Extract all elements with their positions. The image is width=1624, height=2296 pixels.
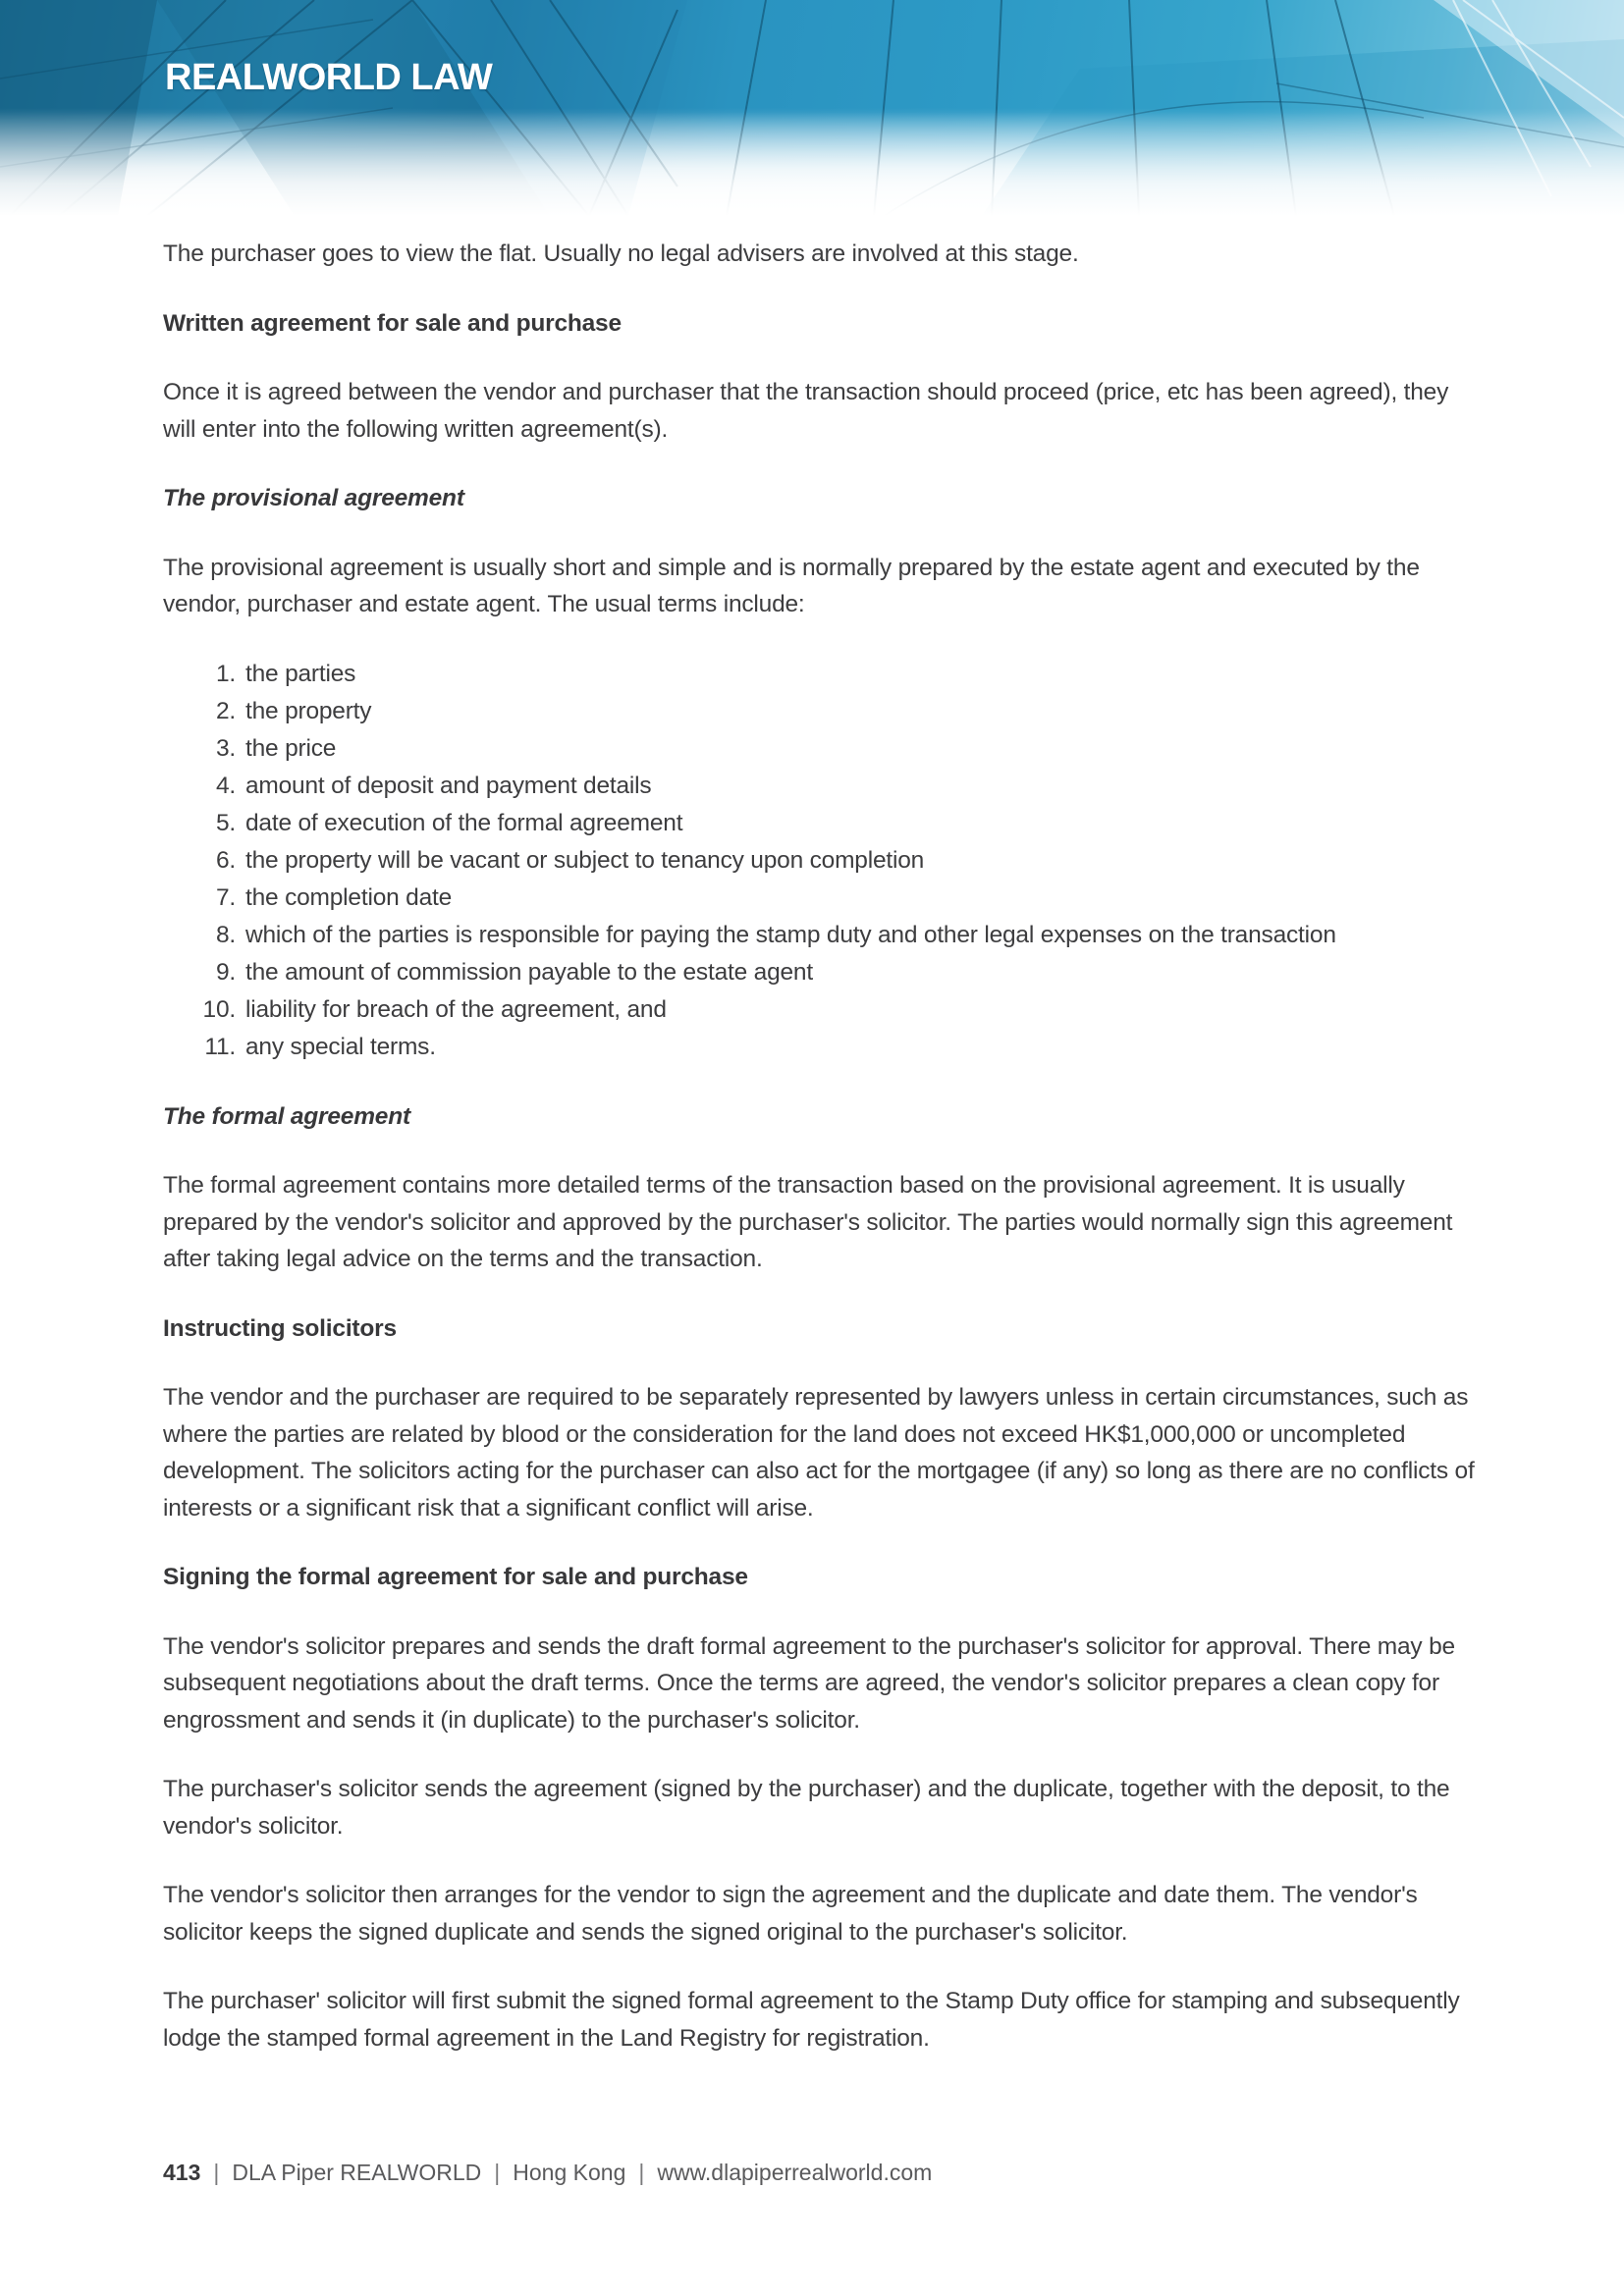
list-item (163, 880, 1479, 917)
list-item (163, 1029, 1479, 1066)
list-number: 11. (204, 1033, 236, 1060)
list-text: the price (245, 734, 337, 762)
written-agreement-paragraph: Once it is agreed between the vendor and purchaser that the transaction should proceed (price, etc has been agreed), they will enter into the following written agreement(s). (163, 379, 1449, 443)
document-body (163, 236, 1479, 2089)
signing-paragraph-1: The vendor's solicitor prepares and sends the draft formal agreement to the purchaser's solicitor for approval. There may be subsequent negotiations about the draft terms. Once the terms are agreed, the vendor's solicitor prepares a clean copy for engrossment and sends it (in duplicate) to the purchaser's solicitor. (163, 1632, 1455, 1734)
section-heading-signing: Signing the formal agreement for sale and purchase (163, 1564, 748, 1590)
list-text: any special terms. (245, 1033, 436, 1060)
instructing-solicitors-paragraph: The vendor and the purchaser are required to be separately represented by lawyers unless in certain circumstances, such as where the parties are related by blood or the consideration for the land does not exceed HK$1,000,000 or uncompleted development. The solicitors acting for the purchaser can also act for the mortgagee (if any) so long as there are no conflicts of interests or a significant risk that a significant conflict will arise. (163, 1384, 1475, 1522)
list-number: 4. (215, 772, 236, 799)
list-text: amount of deposit and payment details (245, 772, 652, 799)
footer-separator: | (494, 2160, 501, 2185)
subheading-formal-agreement: The formal agreement (163, 1102, 410, 1130)
list-number: 9. (215, 958, 236, 986)
list-number: 6. (215, 846, 236, 874)
list-number: 8. (215, 921, 236, 948)
page-number: 413 (163, 2160, 201, 2185)
signing-paragraph-2: The purchaser's solicitor sends the agreement (signed by the purchaser) and the duplicate, together with the deposit, to the vendor's solicitor. (163, 1776, 1450, 1840)
formal-agreement-paragraph: The formal agreement contains more detailed terms of the transaction based on the provisional agreement. It is usually prepared by the vendor's solicitor and approved by the purchaser's solicitor. The parties would normally sign this agreement after taking legal advice on the terms and the transaction. (163, 1172, 1453, 1272)
provisional-agreement-paragraph: The provisional agreement is usually short and simple and is normally prepared by the estate agent and executed by the vendor, purchaser and estate agent. The usual terms include: (163, 554, 1420, 617)
list-item (163, 805, 1479, 842)
list-text: date of execution of the formal agreement (245, 809, 683, 836)
list-item (163, 693, 1479, 730)
list-item (163, 730, 1479, 768)
list-number: 7. (215, 883, 236, 911)
section-heading-written-agreement: Written agreement for sale and purchase (163, 309, 622, 337)
section-heading-instructing-solicitors: Instructing solicitors (163, 1314, 397, 1342)
header-banner (0, 0, 1624, 216)
website-link[interactable]: www.dlapiperrealworld.com (657, 2160, 933, 2185)
page-footer (163, 2160, 932, 2186)
list-number: 1. (215, 660, 236, 687)
list-item (163, 917, 1479, 954)
signing-paragraph-4: The purchaser' solicitor will first submit the signed formal agreement to the Stamp Duty office for stamping and subsequently lodge the stamped formal agreement in the Land Registry for registration. (163, 1988, 1460, 2052)
list-number: 10. (202, 995, 236, 1023)
footer-separator: | (213, 2160, 220, 2185)
intro-paragraph: The purchaser goes to view the flat. Usually no legal advisers are involved at this stage. (163, 240, 1079, 267)
subheading-provisional-agreement: The provisional agreement (163, 485, 464, 511)
jurisdiction: Hong Kong (513, 2160, 626, 2185)
list-number: 3. (215, 734, 236, 762)
banner-title: REALWORLD LAW (165, 57, 493, 98)
list-text: the property will be vacant or subject to tenancy upon completion (245, 846, 925, 874)
list-text: the property (245, 697, 372, 724)
publication-name: DLA Piper REALWORLD (232, 2160, 482, 2185)
list-item (163, 656, 1479, 693)
list-text: which of the parties is responsible for paying the stamp duty and other legal expenses on the transaction (245, 921, 1336, 948)
list-text: the completion date (245, 883, 453, 911)
list-text: the parties (245, 660, 356, 687)
footer-separator: | (638, 2160, 645, 2185)
list-number: 2. (215, 697, 236, 724)
list-text: the amount of commission payable to the estate agent (245, 958, 813, 986)
provisional-terms-list (163, 656, 1479, 1066)
list-number: 5. (215, 809, 236, 836)
banner-fade (0, 108, 1624, 216)
list-item (163, 954, 1479, 991)
list-item (163, 991, 1479, 1029)
list-text: liability for breach of the agreement, and (245, 995, 667, 1023)
list-item (163, 842, 1479, 880)
signing-paragraph-3: The vendor's solicitor then arranges for the vendor to sign the agreement and the duplicate and date them. The vendor's solicitor keeps the signed duplicate and sends the signed original to the purchaser's solicitor. (163, 1882, 1418, 1946)
list-item (163, 768, 1479, 805)
